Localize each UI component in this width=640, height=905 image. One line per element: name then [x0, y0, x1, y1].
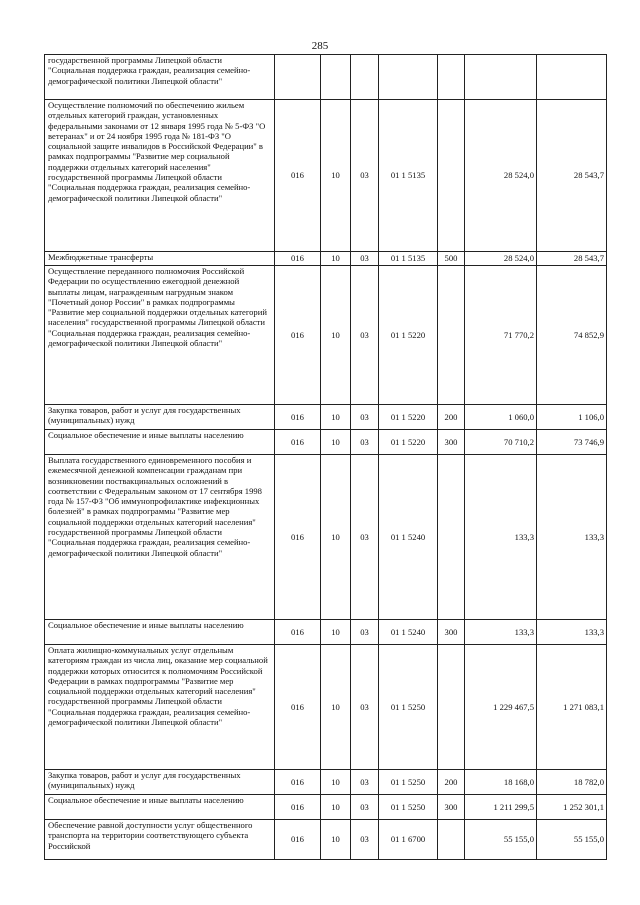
section-code: 10 — [321, 100, 351, 252]
target-article-code: 01 1 5135 — [379, 100, 438, 252]
budget-table — [44, 54, 607, 860]
subsection-code: 03 — [351, 455, 379, 620]
table-row — [45, 252, 607, 266]
expense-type-code — [438, 820, 465, 860]
subsection-code: 03 — [351, 100, 379, 252]
subsection-code: 03 — [351, 795, 379, 820]
ministry-code — [275, 55, 321, 100]
table-row — [45, 405, 607, 430]
expense-type-code: 200 — [438, 405, 465, 430]
table-row — [45, 100, 607, 252]
subsection-code: 03 — [351, 405, 379, 430]
amount-year-2: 18 782,0 — [537, 770, 607, 795]
ministry-code: 016 — [275, 620, 321, 645]
amount-year-2: 73 746,9 — [537, 430, 607, 455]
amount-year-2: 74 852,9 — [537, 266, 607, 405]
target-article-code: 01 1 6700 — [379, 820, 438, 860]
amount-year-1: 133,3 — [465, 620, 537, 645]
row-name: Межбюджетные трансферты — [45, 252, 275, 266]
amount-year-1: 71 770,2 — [465, 266, 537, 405]
amount-year-1: 1 060,0 — [465, 405, 537, 430]
target-article-code: 01 1 5250 — [379, 645, 438, 770]
table-row — [45, 795, 607, 820]
amount-year-2: 1 106,0 — [537, 405, 607, 430]
amount-year-1: 28 524,0 — [465, 252, 537, 266]
ministry-code: 016 — [275, 100, 321, 252]
target-article-code: 01 1 5220 — [379, 430, 438, 455]
subsection-code: 03 — [351, 645, 379, 770]
table-row — [45, 55, 607, 100]
row-name: Социальное обеспечение и иные выплаты населению — [45, 620, 275, 645]
expense-type-code: 300 — [438, 430, 465, 455]
amount-year-1: 1 211 299,5 — [465, 795, 537, 820]
amount-year-1: 28 524,0 — [465, 100, 537, 252]
section-code — [321, 55, 351, 100]
ministry-code: 016 — [275, 795, 321, 820]
expense-type-code — [438, 100, 465, 252]
table-row — [45, 770, 607, 795]
row-name: Выплата государственного единовременного пособия и ежемесячной денежной компенсации гражданам при возникновении поствакцинальных осложнений в соответствии с Федеральным законом от 17 сентября 1998 года № 157-ФЗ "Об иммунопрофилактике инфекционных болезней" в рамках подпрограммы "Развитие мер социальной поддержки отдельных категорий населения" государственной программы Липецкой области "Социальная поддержка граждан, реализация семейно-демографической политики Липецкой области" — [45, 455, 275, 620]
expense-type-code: 500 — [438, 252, 465, 266]
expense-type-code: 300 — [438, 620, 465, 645]
expense-type-code: 200 — [438, 770, 465, 795]
ministry-code: 016 — [275, 405, 321, 430]
table-row — [45, 430, 607, 455]
row-name: Закупка товаров, работ и услуг для государственных (муниципальных) нужд — [45, 770, 275, 795]
amount-year-1: 18 168,0 — [465, 770, 537, 795]
amount-year-2: 133,3 — [537, 455, 607, 620]
section-code: 10 — [321, 405, 351, 430]
amount-year-2: 1 271 083,1 — [537, 645, 607, 770]
section-code: 10 — [321, 455, 351, 620]
table-row — [45, 455, 607, 620]
ministry-code: 016 — [275, 430, 321, 455]
amount-year-1: 1 229 467,5 — [465, 645, 537, 770]
section-code: 10 — [321, 430, 351, 455]
row-name: Осуществление переданного полномочия Российской Федерации по осуществлению ежегодной денежной выплаты лицам, награжденным нагрудным знаком "Почетный донор России" в рамках подпрограммы "Развитие мер социальной поддержки отдельных категорий населения" государственной программы Липецкой области "Социальная поддержка граждан, реализация семейно-демографической политики Липецкой области" — [45, 266, 275, 405]
subsection-code: 03 — [351, 820, 379, 860]
row-name: Социальное обеспечение и иные выплаты населению — [45, 795, 275, 820]
section-code: 10 — [321, 770, 351, 795]
ministry-code: 016 — [275, 252, 321, 266]
target-article-code: 01 1 5250 — [379, 770, 438, 795]
table-row — [45, 266, 607, 405]
row-name: Осуществление полномочий по обеспечению жильем отдельных категорий граждан, установленных федеральными законами от 12 января 1995 года № 5-ФЗ "О ветеранах" и от 24 ноября 1995 года № 181-ФЗ "О социальной защите инвалидов в Российской Федерации" в рамках подпрограммы "Развитие мер социальной поддержки отдельных категорий населения" государственной программы Липецкой области "Социальная поддержка граждан, реализация семейно-демографической политики Липецкой области" — [45, 100, 275, 252]
table-row — [45, 620, 607, 645]
ministry-code: 016 — [275, 455, 321, 620]
section-code: 10 — [321, 645, 351, 770]
expense-type-code: 300 — [438, 795, 465, 820]
amount-year-1: 70 710,2 — [465, 430, 537, 455]
amount-year-2: 55 155,0 — [537, 820, 607, 860]
row-name: Социальное обеспечение и иные выплаты населению — [45, 430, 275, 455]
target-article-code: 01 1 5220 — [379, 405, 438, 430]
subsection-code: 03 — [351, 430, 379, 455]
expense-type-code — [438, 455, 465, 620]
ministry-code: 016 — [275, 645, 321, 770]
subsection-code: 03 — [351, 252, 379, 266]
section-code: 10 — [321, 266, 351, 405]
target-article-code: 01 1 5250 — [379, 795, 438, 820]
row-name: Обеспечение равной доступности услуг общественного транспорта на территории соответствующего субъекта Российской — [45, 820, 275, 860]
amount-year-2: 133,3 — [537, 620, 607, 645]
subsection-code: 03 — [351, 266, 379, 405]
amount-year-1: 133,3 — [465, 455, 537, 620]
target-article-code: 01 1 5240 — [379, 455, 438, 620]
page-number: 285 — [311, 40, 329, 52]
subsection-code: 03 — [351, 770, 379, 795]
amount-year-2 — [537, 55, 607, 100]
amount-year-1: 55 155,0 — [465, 820, 537, 860]
amount-year-2: 28 543,7 — [537, 100, 607, 252]
section-code: 10 — [321, 252, 351, 266]
expense-type-code — [438, 645, 465, 770]
section-code: 10 — [321, 620, 351, 645]
expense-type-code — [438, 266, 465, 405]
target-article-code: 01 1 5135 — [379, 252, 438, 266]
table-row — [45, 645, 607, 770]
expense-type-code — [438, 55, 465, 100]
row-name: Закупка товаров, работ и услуг для государственных (муниципальных) нужд — [45, 405, 275, 430]
target-article-code: 01 1 5220 — [379, 266, 438, 405]
target-article-code — [379, 55, 438, 100]
row-name: Оплата жилищно-коммунальных услуг отдельным категориям граждан из числа лиц, оказание мер социальной поддержки которых относится к полномочиям Российской Федерации в рамках подпрограммы "Развитие мер социальной поддержки отдельных категорий населения" государственной программы Липецкой области "Социальная поддержка граждан, реализация семейно-демографической политики Липецкой области" — [45, 645, 275, 770]
row-name: государственной программы Липецкой области "Социальная поддержка граждан, реализация семейно-демографической политики Липецкой области" — [45, 55, 275, 100]
ministry-code: 016 — [275, 770, 321, 795]
amount-year-2: 1 252 301,1 — [537, 795, 607, 820]
subsection-code: 03 — [351, 620, 379, 645]
section-code: 10 — [321, 820, 351, 860]
section-code: 10 — [321, 795, 351, 820]
amount-year-2: 28 543,7 — [537, 252, 607, 266]
subsection-code — [351, 55, 379, 100]
ministry-code: 016 — [275, 820, 321, 860]
target-article-code: 01 1 5240 — [379, 620, 438, 645]
table-row — [45, 820, 607, 860]
amount-year-1 — [465, 55, 537, 100]
ministry-code: 016 — [275, 266, 321, 405]
